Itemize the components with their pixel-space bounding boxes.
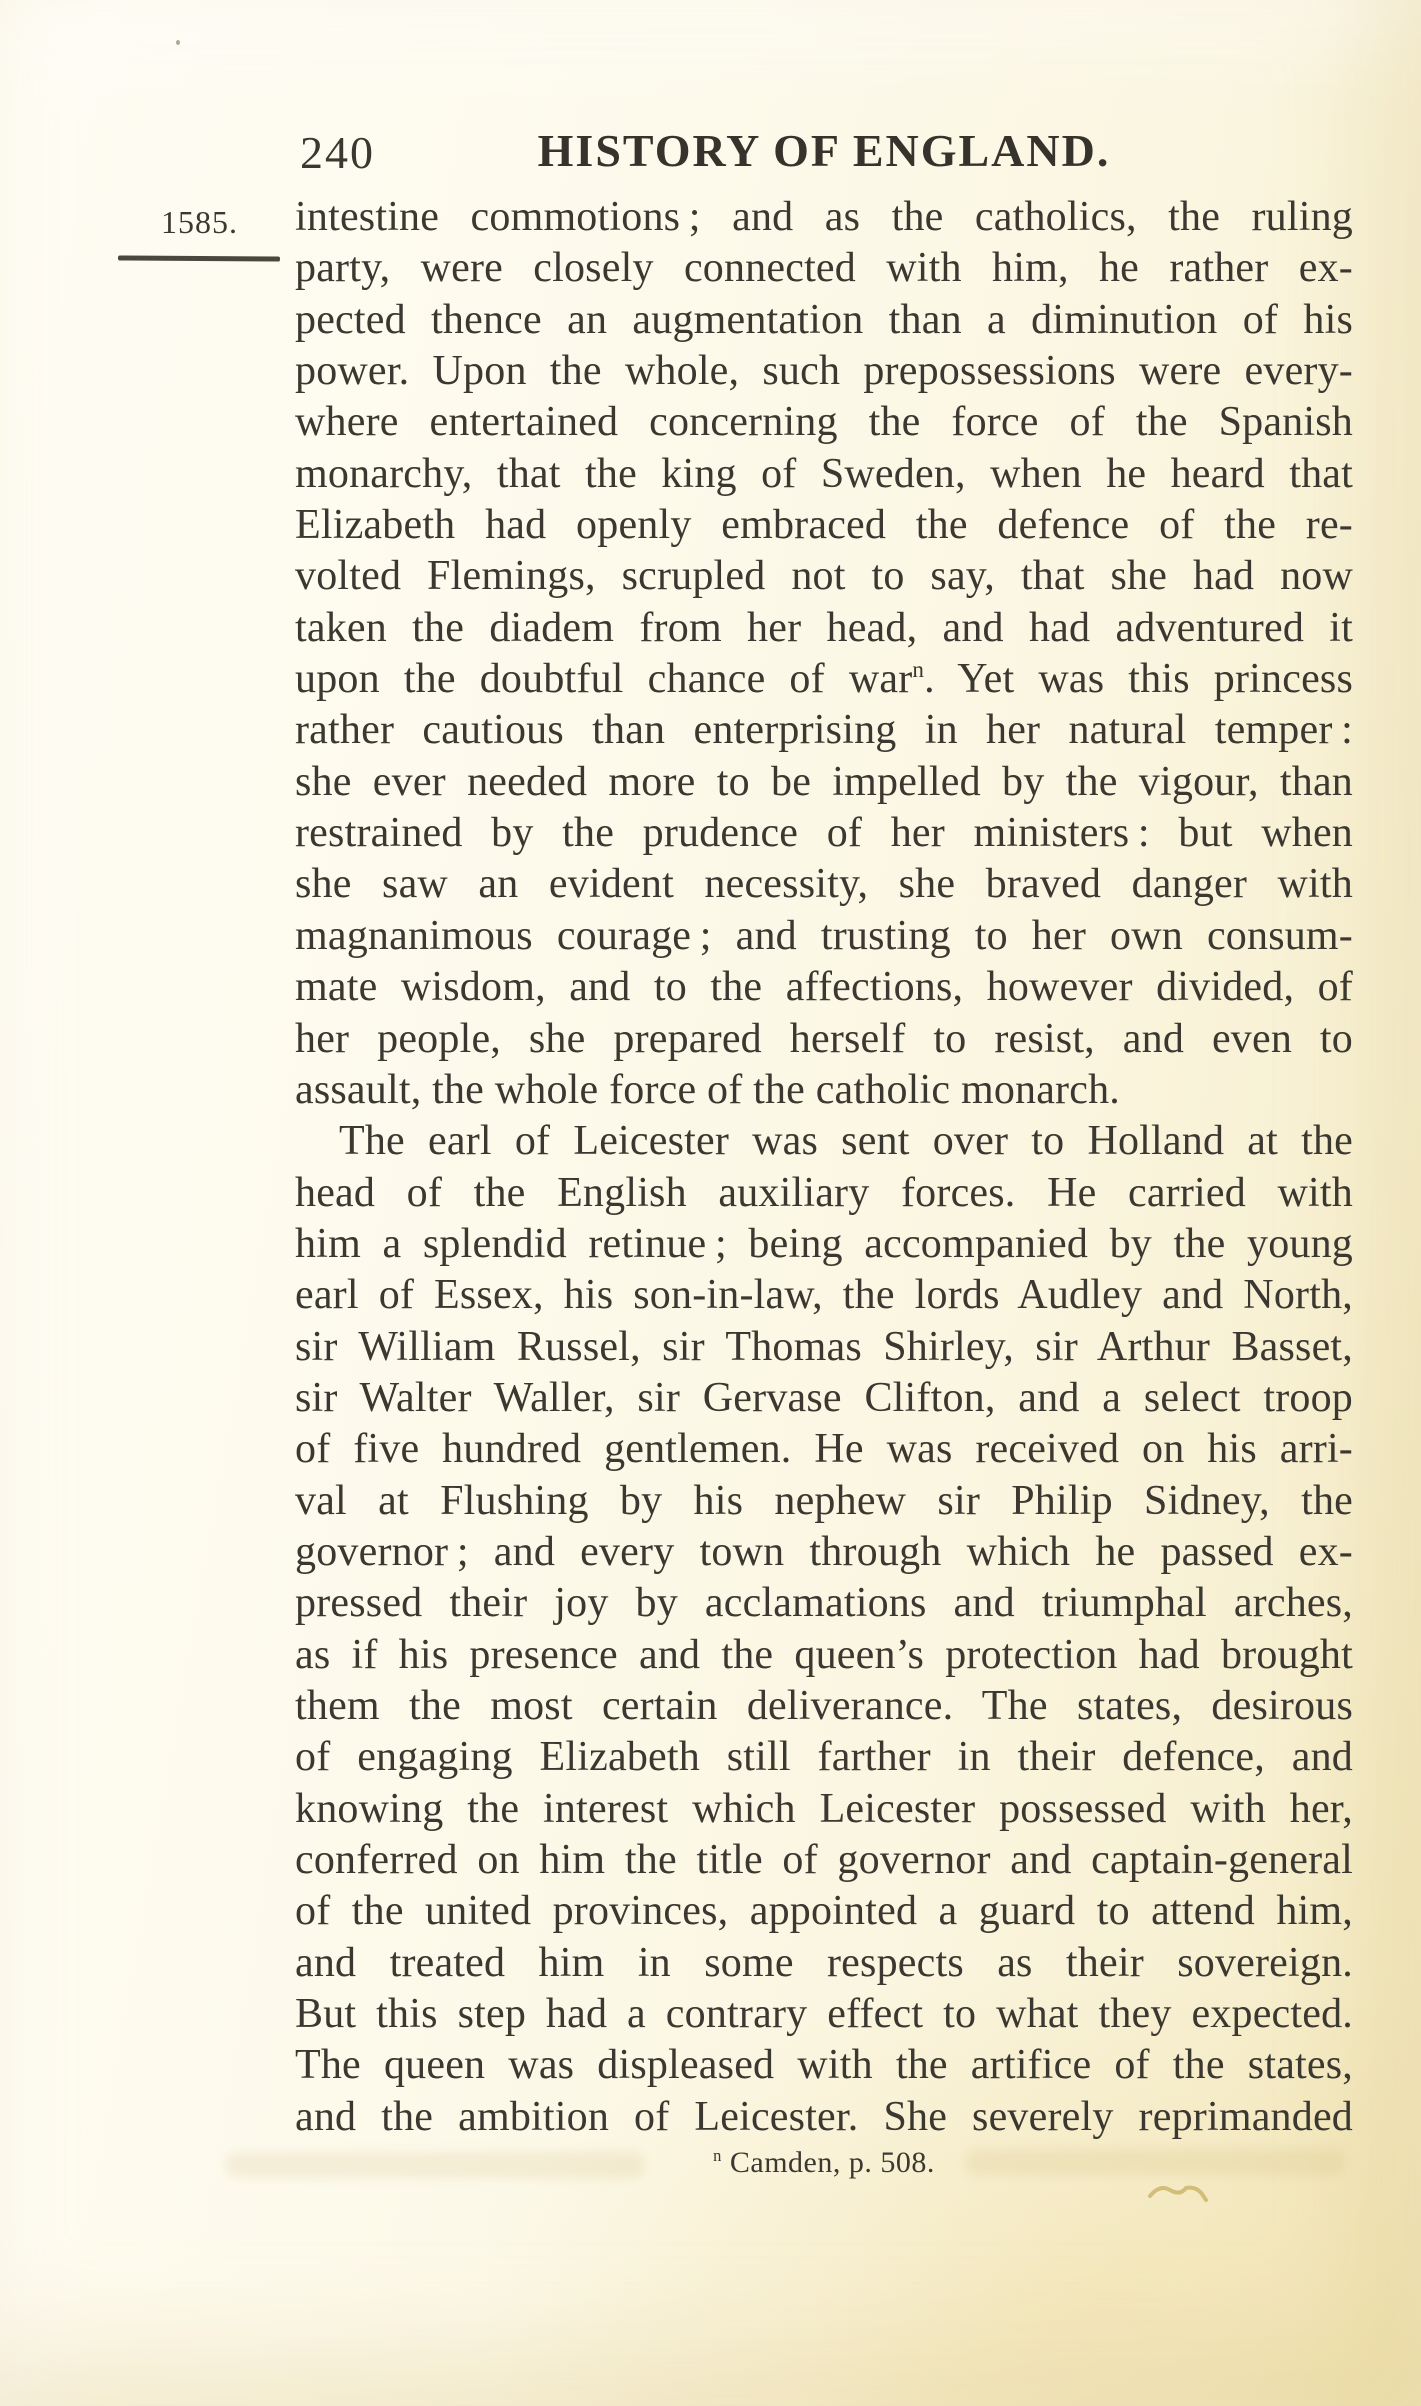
text-line: conferred on him the title of governor and captain-general	[295, 1837, 1353, 1883]
paper-speck	[176, 40, 180, 45]
text-line: restrained by the prudence of her ministers : but when	[295, 810, 1353, 857]
margin-year: 1585.	[161, 204, 238, 240]
text-line: her people, she prepared herself to resist, and even to	[295, 1015, 1353, 1062]
text-line: where entertained concerning the force of the Spanish	[295, 399, 1353, 446]
text-line: she saw an evident necessity, she braved danger with	[295, 861, 1353, 908]
text-line: she ever needed more to be impelled by the vigour, than	[295, 758, 1353, 805]
text-line: of the united provinces, appointed a guard to attend him,	[295, 1888, 1353, 1935]
bleed-through-smudge	[225, 2152, 645, 2178]
text-line: taken the diadem from her head, and had adventured it	[295, 604, 1353, 651]
body-text	[295, 192, 1353, 2143]
text-line: monarchy, that the king of Sweden, when he heard that	[295, 450, 1353, 497]
running-title: HISTORY OF ENGLAND.	[537, 125, 1111, 176]
text-line: of five hundred gentlemen. He was received on his arri-	[295, 1426, 1353, 1473]
text-line: pected thence an augmentation than a diminution of his	[295, 296, 1353, 343]
text-line: governor ; and every town through which he passed ex-	[295, 1528, 1353, 1575]
text-line: intestine commotions ; and as the catholics, the ruling	[295, 194, 1353, 240]
text-line: sir Walter Waller, sir Gervase Clifton, and a select troop	[295, 1374, 1353, 1421]
text-line: earl of Essex, his son-in-law, the lords Audley and North,	[295, 1272, 1353, 1319]
text-line: rather cautious than enterprising in her natural temper :	[295, 707, 1353, 754]
text-line: head of the English auxiliary forces. He carried with	[295, 1169, 1353, 1216]
text-line: But this step had a contrary effect to what they expected.	[295, 1991, 1353, 2038]
text-line: him a splendid retinue ; being accompanied by the young	[295, 1220, 1353, 1267]
text-line: magnanimous courage ; and trusting to her own consum-	[295, 912, 1353, 959]
footnote-marker: n	[713, 2146, 722, 2165]
page-number: 240	[300, 127, 375, 178]
text-line: val at Flushing by his nephew sir Philip Sidney, the	[295, 1477, 1353, 1524]
text-line: power. Upon the whole, such prepossessions were every-	[295, 348, 1353, 395]
margin-rule	[118, 255, 280, 261]
pen-mark	[1146, 2176, 1216, 2208]
text-line: assault, the whole force of the catholic monarch.	[295, 1066, 1120, 1113]
footnote-text: Camden, p. 508.	[729, 2146, 935, 2179]
text-line: The earl of Leicester was sent over to Holland at the	[339, 1118, 1353, 1165]
text-line: as if his presence and the queen’s protection had brought	[295, 1631, 1353, 1678]
text-line: knowing the interest which Leicester possessed with her,	[295, 1785, 1353, 1832]
text-line: volted Flemings, scrupled not to say, that she had now	[295, 553, 1353, 600]
text-line: them the most certain deliverance. The states, desirous	[295, 1682, 1353, 1729]
text-line: party, were closely connected with him, he rather ex-	[295, 245, 1353, 292]
text-line: Elizabeth had openly embraced the defence of the re-	[295, 502, 1353, 549]
text-line: and the ambition of Leicester. She severely reprimanded	[295, 2093, 1353, 2140]
page-header	[295, 124, 1353, 184]
text-line: pressed their joy by acclamations and triumphal arches,	[295, 1580, 1353, 1627]
text-line: of engaging Elizabeth still farther in their defence, and	[295, 1734, 1353, 1781]
bleed-through-smudge	[965, 2149, 1345, 2175]
text-line: and treated him in some respects as their sovereign.	[295, 1939, 1353, 1986]
text-line: The queen was displeased with the artifice of the states,	[295, 2042, 1353, 2089]
text-line: mate wisdom, and to the affections, however divided, of	[295, 964, 1353, 1011]
text-line: upon the doubtful chance of war$^n$. Yet was this princess	[295, 656, 1353, 703]
text-line: sir William Russel, sir Thomas Shirley, sir Arthur Basset,	[295, 1323, 1353, 1370]
